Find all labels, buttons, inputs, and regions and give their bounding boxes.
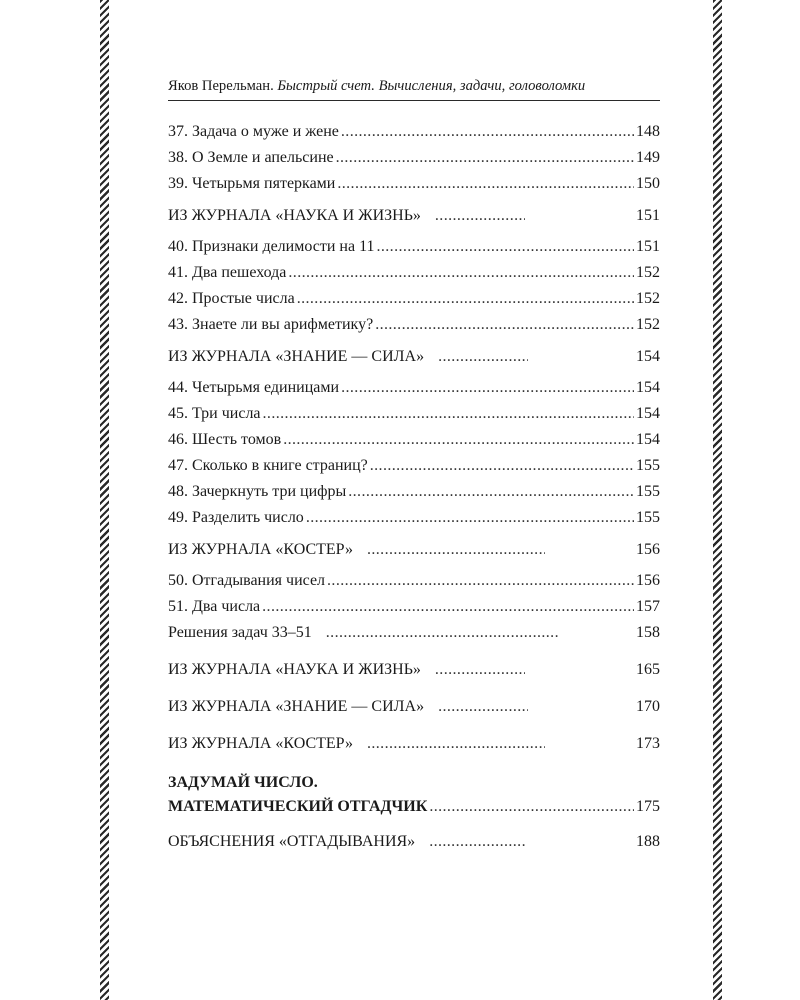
toc-entry xyxy=(168,401,660,427)
toc-entry-label: 49. Разделить число xyxy=(168,509,304,526)
toc-section-heading xyxy=(168,646,660,683)
toc-leader xyxy=(341,119,634,145)
toc-leader xyxy=(283,427,634,453)
toc-entry xyxy=(168,286,660,312)
toc-entry-label: 50. Отгадывания чисел xyxy=(168,572,326,589)
toc-entry-label: 39. Четырьмя пятерками xyxy=(168,175,336,192)
toc-entry-page: 157 xyxy=(636,598,660,615)
toc-entry xyxy=(168,568,660,594)
toc-leader xyxy=(262,594,634,620)
toc-entry-page: 152 xyxy=(636,290,660,307)
toc-section-heading xyxy=(168,338,660,375)
toc-entry-label: 42. Простые числа xyxy=(168,290,295,307)
toc-section-heading xyxy=(168,720,660,757)
toc-entry xyxy=(168,453,660,479)
toc-entry xyxy=(168,312,660,338)
toc-entry-label: 41. Два пешехода xyxy=(168,264,287,281)
toc-leader xyxy=(297,286,634,312)
toc-section-page: 156 xyxy=(636,541,660,558)
toc-entry xyxy=(168,119,660,145)
toc-entry-label: Решения задач 33–51 xyxy=(168,624,312,641)
toc-entry xyxy=(168,234,660,260)
toc-entry xyxy=(168,171,660,197)
toc-section-label: ИЗ ЖУРНАЛА «ЗНАНИЕ — СИЛА» xyxy=(168,698,425,715)
toc-leader xyxy=(429,829,527,855)
toc-part-title-line2: МАТЕМАТИЧЕСКИЙ ОТГАДЧИК xyxy=(168,798,428,815)
toc-entry-page: 149 xyxy=(636,149,660,166)
toc-entry-label: 40. Признаки делимости на 11 xyxy=(168,238,375,255)
toc-entry xyxy=(168,145,660,171)
toc-entry-page: 158 xyxy=(636,624,660,641)
toc-part-entry xyxy=(168,795,660,819)
toc-entry xyxy=(168,594,660,620)
toc-section-label: ИЗ ЖУРНАЛА «НАУКА И ЖИЗНЬ» xyxy=(168,661,421,678)
toc-leader xyxy=(438,694,528,720)
toc-leader xyxy=(341,375,634,401)
toc-leader xyxy=(370,453,634,479)
toc-leader xyxy=(306,505,634,531)
toc-leader xyxy=(263,401,634,427)
toc-entry-page: 155 xyxy=(636,509,660,526)
toc-leader xyxy=(438,344,528,370)
toc-part-title-line1: ЗАДУМАЙ ЧИСЛО. xyxy=(168,774,318,791)
toc-part-page: 175 xyxy=(636,798,660,815)
table-of-contents xyxy=(168,119,660,855)
toc-leader xyxy=(336,145,634,171)
toc-entry-label: 43. Знаете ли вы арифметику? xyxy=(168,316,374,333)
toc-entry-label: 37. Задача о муже и жене xyxy=(168,123,339,140)
toc-section-page: 165 xyxy=(636,661,660,678)
toc-section-page: 154 xyxy=(636,348,660,365)
toc-entry-label: 48. Зачеркнуть три цифры xyxy=(168,483,347,500)
toc-entry xyxy=(168,479,660,505)
toc-entry-label: 46. Шесть томов xyxy=(168,431,282,448)
toc-entry-page: 151 xyxy=(636,238,660,255)
toc-entry-page: 154 xyxy=(636,379,660,396)
toc-section-heading xyxy=(168,197,660,234)
left-border-decoration xyxy=(100,0,109,1000)
toc-entry xyxy=(168,505,660,531)
right-border-decoration xyxy=(713,0,722,1000)
toc-section-page: 173 xyxy=(636,735,660,752)
toc-entry-label: 44. Четырьмя единицами xyxy=(168,379,340,396)
toc-entry-page: 156 xyxy=(636,572,660,589)
toc-entry-page: 152 xyxy=(636,316,660,333)
toc-section-heading xyxy=(168,683,660,720)
toc-leader xyxy=(348,479,634,505)
header-title: Быстрый счет. Вычисления, задачи, головоломки xyxy=(277,78,586,94)
toc-section-heading xyxy=(168,829,660,855)
toc-section-label: ИЗ ЖУРНАЛА «КОСТЕР» xyxy=(168,735,353,752)
toc-leader xyxy=(367,731,545,757)
toc-leader xyxy=(367,537,545,563)
toc-leader xyxy=(435,657,525,683)
toc-leader xyxy=(375,312,634,338)
running-header xyxy=(168,74,660,101)
toc-section-label: ИЗ ЖУРНАЛА «ЗНАНИЕ — СИЛА» xyxy=(168,348,425,365)
toc-entry-page: 150 xyxy=(636,175,660,192)
toc-section-page: 170 xyxy=(636,698,660,715)
toc-solutions-entry xyxy=(168,620,660,646)
toc-entry xyxy=(168,375,660,401)
toc-entry-page: 155 xyxy=(636,457,660,474)
toc-part-heading xyxy=(168,771,660,819)
toc-entry-page: 154 xyxy=(636,431,660,448)
toc-section-page: 188 xyxy=(636,833,660,850)
toc-leader xyxy=(337,171,634,197)
toc-section-page: 151 xyxy=(636,207,660,224)
toc-leader xyxy=(376,234,634,260)
toc-section-label: ОБЪЯСНЕНИЯ «ОТГАДЫВАНИЯ» xyxy=(168,833,416,850)
toc-leader xyxy=(435,203,525,229)
toc-leader xyxy=(327,568,634,594)
toc-entry xyxy=(168,427,660,453)
toc-section-label: ИЗ ЖУРНАЛА «НАУКА И ЖИЗНЬ» xyxy=(168,207,421,224)
toc-entry-page: 148 xyxy=(636,123,660,140)
toc-entry-label: 45. Три числа xyxy=(168,405,261,422)
toc-entry-label: 47. Сколько в книге страниц? xyxy=(168,457,368,474)
toc-entry-label: 38. О Земле и апельсине xyxy=(168,149,334,166)
toc-entry xyxy=(168,260,660,286)
toc-entry-page: 154 xyxy=(636,405,660,422)
toc-leader xyxy=(429,795,634,819)
toc-leader xyxy=(288,260,634,286)
header-author: Яков Перельман. xyxy=(168,78,274,94)
toc-entry-label: 51. Два числа xyxy=(168,598,261,615)
toc-leader xyxy=(326,620,560,646)
toc-section-label: ИЗ ЖУРНАЛА «КОСТЕР» xyxy=(168,541,353,558)
toc-entry-page: 155 xyxy=(636,483,660,500)
toc-section-heading xyxy=(168,531,660,568)
toc-entry-page: 152 xyxy=(636,264,660,281)
